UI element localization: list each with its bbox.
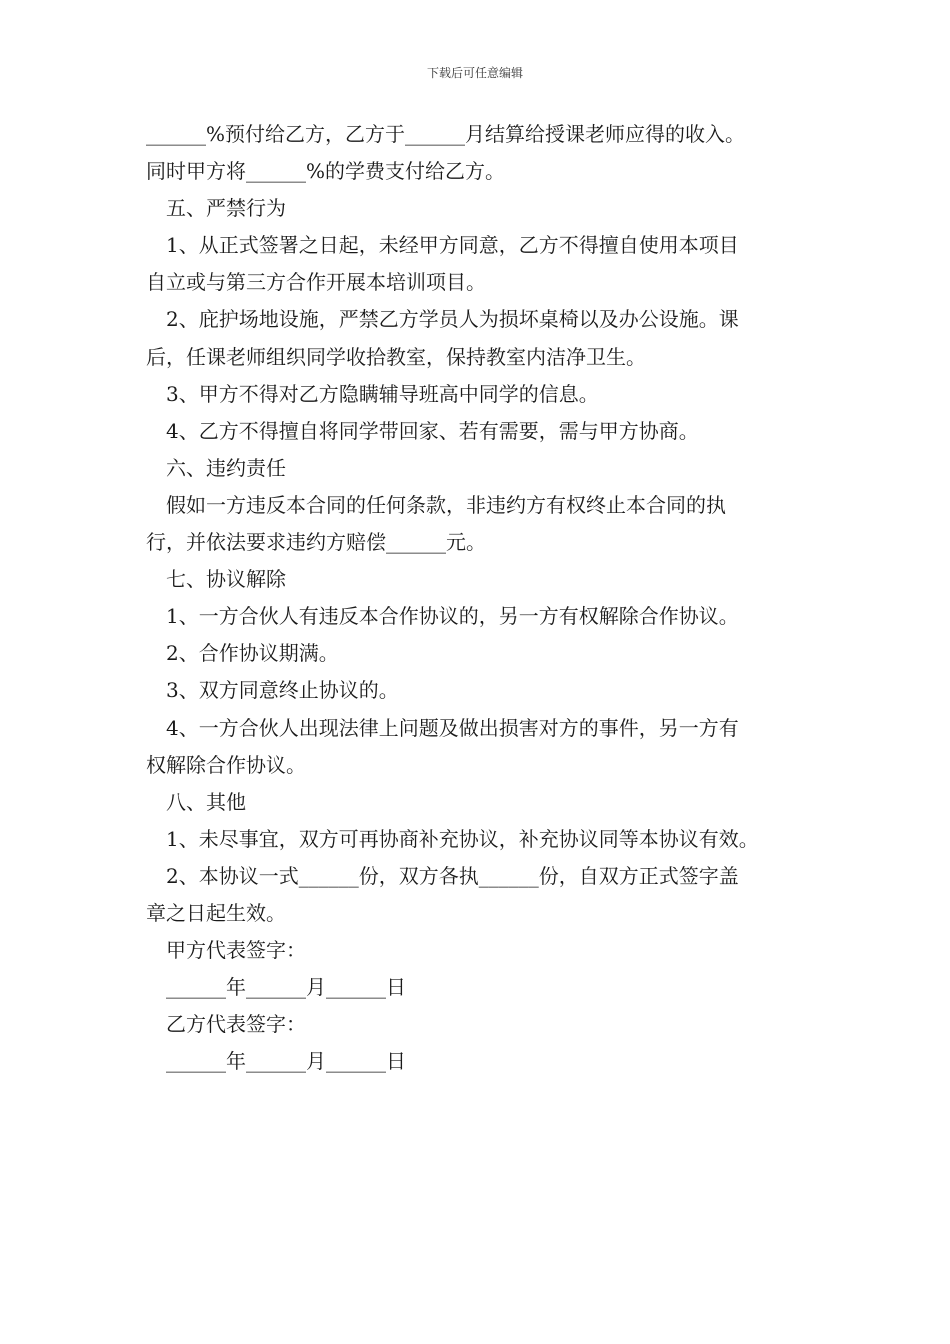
paragraph-line: 2、本协议一式______份，双方各执______份，自双方正式签字盖 xyxy=(166,863,739,888)
paragraph-line: 4、一方合伙人出现法律上问题及做出损害对方的事件，另一方有 xyxy=(166,715,739,740)
date-line-party-a: ______年______月______日 xyxy=(166,975,406,1000)
paragraph-line: 1、从正式签署之日起，未经甲方同意，乙方不得擅自使用本项目 xyxy=(166,233,739,258)
section-heading: 八、其他 xyxy=(166,789,246,814)
paragraph-line: 权解除合作协议。 xyxy=(146,752,306,777)
paragraph-line: ______%预付给乙方，乙方于______月结算给授课老师应得的收入。 xyxy=(146,122,746,146)
document-body xyxy=(146,116,826,1080)
paragraph-line: 3、甲方不得对乙方隐瞒辅导班高中同学的信息。 xyxy=(166,381,599,406)
paragraph-line: 1、未尽事宜，双方可再协商补充协议，补充协议同等本协议有效。 xyxy=(166,826,759,851)
paragraph-line: 2、合作协议期满。 xyxy=(166,641,339,666)
paragraph-line: 同时甲方将______%的学费支付给乙方。 xyxy=(146,159,506,184)
signature-label-party-b: 乙方代表签字： xyxy=(166,1012,306,1037)
header-note: 下载后可任意编辑 xyxy=(426,66,523,80)
paragraph-line: 自立或与第三方合作开展本培训项目。 xyxy=(146,270,486,295)
section-heading: 六、违约责任 xyxy=(166,455,286,480)
paragraph-line: 4、乙方不得擅自将同学带回家、若有需要，需与甲方协商。 xyxy=(166,418,699,443)
paragraph-line: 1、一方合伙人有违反本合作协议的，另一方有权解除合作协议。 xyxy=(166,604,739,629)
paragraph-line: 后，任课老师组织同学收拾教室，保持教室内洁净卫生。 xyxy=(146,344,646,369)
paragraph-line: 章之日起生效。 xyxy=(146,900,286,925)
section-heading: 七、协议解除 xyxy=(166,567,286,592)
date-line-party-b: ______年______月______日 xyxy=(166,1049,406,1074)
paragraph-line: 假如一方违反本合同的任何条款，非违约方有权终止本合同的执 xyxy=(166,492,726,517)
paragraph-line: 3、双方同意终止协议的。 xyxy=(166,678,399,703)
paragraph-line: 行，并依法要求违约方赔偿______元。 xyxy=(146,530,486,555)
section-heading: 五、严禁行为 xyxy=(166,196,286,221)
signature-label-party-a: 甲方代表签字： xyxy=(166,938,306,963)
paragraph-line: 2、庇护场地设施，严禁乙方学员人为损坏桌椅以及办公设施。课 xyxy=(166,307,739,332)
